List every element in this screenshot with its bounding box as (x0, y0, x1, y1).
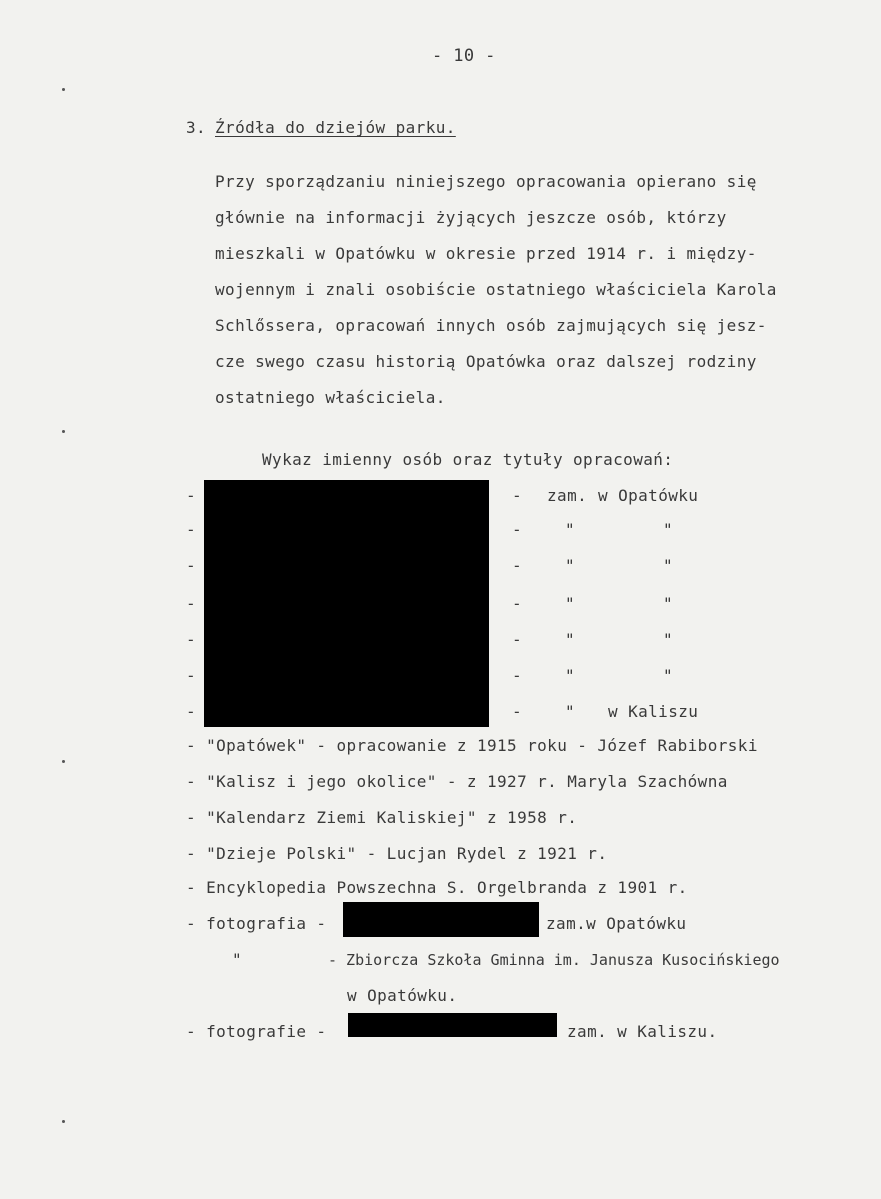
person-row-col2: w Opatówku (598, 486, 699, 505)
person-row-col2: " (663, 520, 674, 539)
intro-line-2: głównie na informacji żyjących jeszcze osób, którzy (215, 208, 727, 227)
photo-line-2-text: - Zbiorcza Szkoła Gminna im. Janusza Kusocińskiego (328, 951, 780, 969)
scan-speck (62, 88, 65, 91)
page-number: - 10 - (432, 46, 496, 66)
scan-speck (62, 430, 65, 433)
person-row-col2: " (663, 594, 674, 613)
person-row-dash: - (186, 486, 197, 505)
scan-speck (62, 760, 65, 763)
person-row-sep: - (512, 702, 523, 721)
section-number: 3. (186, 118, 207, 137)
person-row-col1: " (565, 630, 576, 649)
person-row-dash: - (186, 702, 197, 721)
person-row-col2: " (663, 630, 674, 649)
intro-line-4: wojennym i znali osobiście ostatniego właściciela Karola (215, 280, 777, 299)
intro-line-6: cze swego czasu historią Opatówka oraz dalszej rodziny (215, 352, 757, 371)
photo-line-3-text: w Opatówku. (347, 986, 458, 1005)
person-row-col2: " (663, 666, 674, 685)
person-row-dash: - (186, 594, 197, 613)
person-row-sep: - (512, 594, 523, 613)
redacted-photographer-2 (348, 1013, 557, 1037)
photo-line-4-prefix: - fotografie - (186, 1022, 327, 1041)
person-row-col1: " (565, 666, 576, 685)
person-row-sep: - (512, 520, 523, 539)
person-row-dash: - (186, 666, 197, 685)
intro-line-7: ostatniego właściciela. (215, 388, 446, 407)
intro-line-5: Schlőssera, opracowań innych osób zajmujących się jesz- (215, 316, 767, 335)
person-row-col1: " (565, 520, 576, 539)
photo-line-4-suffix: zam. w Kaliszu. (567, 1022, 718, 1041)
person-row-col1: " (565, 702, 576, 721)
intro-line-1: Przy sporządzaniu niniejszego opracowania opierano się (215, 172, 757, 191)
person-row-col1: " (565, 556, 576, 575)
person-row-dash: - (186, 630, 197, 649)
redacted-names-block (204, 480, 489, 727)
photo-line-2-ditto: " (232, 950, 243, 969)
person-row-col1: " (565, 594, 576, 613)
source-line-1: - "Opatówek" - opracowanie z 1915 roku - Józef Rabiborski (186, 736, 758, 755)
source-line-4: - "Dzieje Polski" - Lucjan Rydel z 1921 r. (186, 844, 608, 863)
source-line-5: - Encyklopedia Powszechna S. Orgelbranda z 1901 r. (186, 878, 688, 897)
person-row-dash: - (186, 520, 197, 539)
person-row-dash: - (186, 556, 197, 575)
intro-line-3: mieszkali w Opatówku w okresie przed 1914 r. i między- (215, 244, 757, 263)
person-row-col2: w Kaliszu (608, 702, 699, 721)
person-row-sep: - (512, 666, 523, 685)
photo-line-1-prefix: - fotografia - (186, 914, 327, 933)
person-row-col2: " (663, 556, 674, 575)
list-heading: Wykaz imienny osób oraz tytuły opracowań: (262, 450, 674, 469)
source-line-2: - "Kalisz i jego okolice" - z 1927 r. Maryla Szachówna (186, 772, 728, 791)
section-title: Źródła do dziejów parku. (215, 118, 456, 137)
person-row-sep: - (512, 486, 523, 505)
person-row-col1: zam. (547, 486, 588, 505)
person-row-sep: - (512, 556, 523, 575)
redacted-photographer-1 (343, 902, 539, 937)
source-line-3: - "Kalendarz Ziemi Kaliskiej" z 1958 r. (186, 808, 578, 827)
photo-line-1-suffix: zam.w Opatówku (546, 914, 687, 933)
scan-speck (62, 1120, 65, 1123)
person-row-sep: - (512, 630, 523, 649)
